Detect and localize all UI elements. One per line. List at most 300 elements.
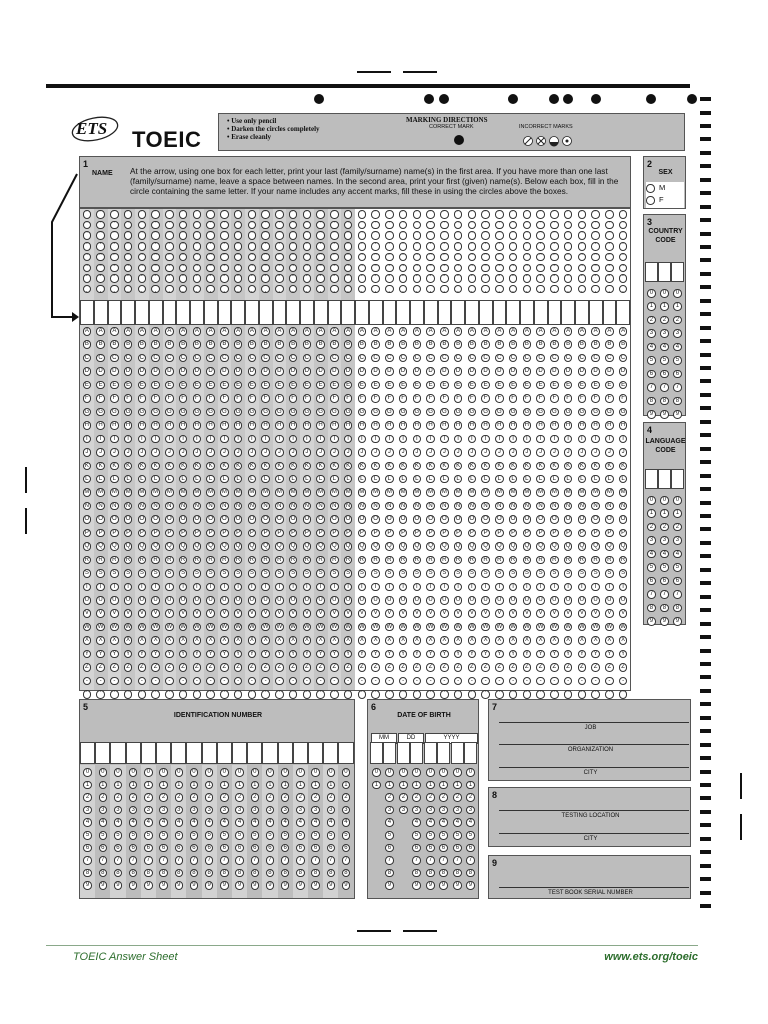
- letter-bubble[interactable]: G: [373, 408, 378, 415]
- letter-bubble[interactable]: B: [330, 340, 339, 349]
- id-digit-bubble[interactable]: 2: [327, 793, 336, 802]
- letter-bubble[interactable]: H: [110, 421, 119, 430]
- letter-bubble[interactable]: P: [303, 529, 312, 538]
- accent-bubble[interactable]: ´: [495, 210, 504, 219]
- letter-bubble[interactable]: C: [413, 354, 422, 363]
- name-letter-box[interactable]: [314, 300, 328, 325]
- letter-bubble[interactable]: Y: [193, 650, 202, 659]
- letter-bubble[interactable]: O: [387, 516, 392, 523]
- letter-bubble[interactable]: L: [344, 475, 353, 484]
- accent-bubble[interactable]: ´: [179, 210, 188, 219]
- letter-bubble[interactable]: J: [234, 448, 243, 457]
- letter-bubble[interactable]: E: [564, 381, 573, 390]
- letter-bubble[interactable]: H: [344, 421, 353, 430]
- accent-bubble[interactable]: ˚: [124, 274, 133, 283]
- letter-bubble[interactable]: R: [316, 556, 325, 565]
- id-digit-bubble[interactable]: 0: [190, 768, 199, 777]
- id-digit-bubble[interactable]: 9: [266, 881, 275, 890]
- letter-bubble[interactable]: K: [509, 462, 518, 471]
- name-letter-box[interactable]: [108, 300, 122, 325]
- letter-bubble[interactable]: G: [497, 408, 502, 415]
- letter-bubble[interactable]: Q: [620, 543, 626, 550]
- id-digit-box[interactable]: [186, 742, 201, 764]
- id-digit-bubble[interactable]: 7: [342, 856, 351, 865]
- letter-bubble[interactable]: K: [138, 462, 147, 471]
- accent-bubble[interactable]: ˆ: [426, 231, 435, 240]
- dob-digit-bubble[interactable]: 9: [412, 881, 421, 890]
- letter-bubble[interactable]: ': [509, 690, 518, 699]
- letter-bubble[interactable]: G: [579, 408, 585, 415]
- letter-bubble[interactable]: K: [578, 462, 587, 471]
- letter-bubble[interactable]: -: [330, 677, 339, 686]
- letter-bubble[interactable]: -: [138, 677, 147, 686]
- letter-bubble[interactable]: A: [413, 327, 422, 336]
- letter-bubble[interactable]: K: [234, 462, 243, 471]
- letter-bubble[interactable]: T: [399, 583, 408, 592]
- accent-bubble[interactable]: ˜: [495, 264, 504, 273]
- id-digit-box[interactable]: [232, 742, 247, 764]
- letter-bubble[interactable]: Q: [469, 543, 475, 550]
- letter-bubble[interactable]: Z: [358, 663, 367, 672]
- letter-bubble[interactable]: A: [151, 327, 160, 336]
- accent-bubble[interactable]: ¸: [481, 285, 490, 294]
- letter-bubble[interactable]: G: [112, 408, 117, 415]
- letter-bubble[interactable]: H: [523, 421, 532, 430]
- id-digit-bubble[interactable]: 9: [342, 881, 351, 890]
- letter-bubble[interactable]: Z: [179, 663, 188, 672]
- name-letter-box[interactable]: [355, 300, 369, 325]
- id-digit-bubble[interactable]: 0: [281, 768, 290, 777]
- letter-bubble[interactable]: -: [220, 677, 229, 686]
- letter-bubble[interactable]: -: [371, 677, 380, 686]
- letter-bubble[interactable]: P: [289, 529, 298, 538]
- letter-bubble[interactable]: I: [385, 435, 394, 444]
- accent-bubble[interactable]: ˆ: [124, 231, 133, 240]
- letter-bubble[interactable]: Q: [607, 543, 612, 550]
- letter-bubble[interactable]: K: [248, 462, 257, 471]
- letter-bubble[interactable]: L: [248, 475, 257, 484]
- letter-bubble[interactable]: S: [344, 569, 353, 578]
- accent-bubble[interactable]: `: [413, 221, 422, 230]
- letter-bubble[interactable]: L: [468, 475, 477, 484]
- letter-bubble[interactable]: F: [138, 394, 147, 403]
- letter-bubble[interactable]: I: [509, 435, 518, 444]
- letter-bubble[interactable]: P: [179, 529, 188, 538]
- name-letter-box[interactable]: [286, 300, 300, 325]
- letter-bubble[interactable]: R: [358, 556, 367, 565]
- letter-bubble[interactable]: Z: [248, 663, 257, 672]
- letter-bubble[interactable]: C: [385, 354, 394, 363]
- letter-bubble[interactable]: U: [564, 596, 573, 605]
- accent-bubble[interactable]: ¸: [138, 285, 147, 294]
- letter-bubble[interactable]: F: [151, 394, 160, 403]
- accent-bubble[interactable]: ¸: [316, 285, 325, 294]
- letter-bubble[interactable]: U: [83, 596, 92, 605]
- letter-bubble[interactable]: X: [316, 636, 325, 645]
- letter-bubble[interactable]: ': [591, 690, 600, 699]
- digit-bubble[interactable]: 1: [673, 509, 682, 518]
- letter-bubble[interactable]: M: [249, 489, 255, 496]
- letter-bubble[interactable]: Y: [344, 650, 353, 659]
- letter-bubble[interactable]: M: [483, 489, 489, 496]
- letter-bubble[interactable]: T: [206, 583, 215, 592]
- letter-bubble[interactable]: N: [234, 502, 243, 511]
- letter-bubble[interactable]: -: [303, 677, 312, 686]
- id-digit-bubble[interactable]: 7: [281, 856, 290, 865]
- id-digit-bubble[interactable]: 7: [159, 856, 168, 865]
- letter-bubble[interactable]: G: [125, 408, 131, 415]
- letter-bubble[interactable]: T: [234, 583, 243, 592]
- letter-bubble[interactable]: G: [593, 408, 598, 415]
- letter-bubble[interactable]: T: [371, 583, 380, 592]
- letter-bubble[interactable]: I: [564, 435, 573, 444]
- letter-bubble[interactable]: B: [578, 340, 587, 349]
- letter-bubble[interactable]: I: [248, 435, 257, 444]
- letter-bubble[interactable]: P: [495, 529, 504, 538]
- job-line[interactable]: [499, 722, 689, 723]
- id-digit-bubble[interactable]: 6: [342, 844, 351, 853]
- letter-bubble[interactable]: K: [371, 462, 380, 471]
- letter-bubble[interactable]: V: [523, 609, 532, 618]
- letter-bubble[interactable]: R: [536, 556, 545, 565]
- letter-bubble[interactable]: L: [509, 475, 518, 484]
- letter-bubble[interactable]: Q: [125, 543, 131, 550]
- letter-bubble[interactable]: U: [426, 596, 435, 605]
- letter-bubble[interactable]: I: [261, 435, 270, 444]
- letter-bubble[interactable]: S: [399, 569, 408, 578]
- letter-bubble[interactable]: F: [261, 394, 270, 403]
- letter-bubble[interactable]: ': [193, 690, 202, 699]
- accent-bubble[interactable]: ˇ: [495, 242, 504, 251]
- letter-bubble[interactable]: M: [180, 489, 186, 496]
- name-letter-box[interactable]: [245, 300, 259, 325]
- letter-bubble[interactable]: G: [442, 408, 447, 415]
- accent-bubble[interactable]: `: [261, 221, 270, 230]
- accent-bubble[interactable]: ˆ: [619, 231, 628, 240]
- letter-bubble[interactable]: A: [96, 327, 105, 336]
- name-letter-box[interactable]: [534, 300, 548, 325]
- letter-bubble[interactable]: P: [344, 529, 353, 538]
- digit-bubble[interactable]: 5: [647, 563, 656, 572]
- code-box[interactable]: [645, 262, 658, 282]
- letter-bubble[interactable]: L: [564, 475, 573, 484]
- letter-bubble[interactable]: Z: [536, 663, 545, 672]
- accent-bubble[interactable]: `: [619, 221, 628, 230]
- dob-digit-bubble[interactable]: 1: [439, 781, 448, 790]
- letter-bubble[interactable]: -: [110, 677, 119, 686]
- letter-bubble[interactable]: E: [426, 381, 435, 390]
- letter-bubble[interactable]: N: [371, 502, 380, 511]
- letter-bubble[interactable]: F: [371, 394, 380, 403]
- letter-bubble[interactable]: N: [344, 502, 353, 511]
- letter-bubble[interactable]: Y: [495, 650, 504, 659]
- letter-bubble[interactable]: A: [468, 327, 477, 336]
- letter-bubble[interactable]: O: [222, 516, 227, 523]
- accent-bubble[interactable]: ˆ: [468, 231, 477, 240]
- dob-digit-bubble[interactable]: 1: [453, 781, 462, 790]
- letter-bubble[interactable]: ': [330, 690, 339, 699]
- accent-bubble[interactable]: ˜: [413, 264, 422, 273]
- letter-bubble[interactable]: B: [495, 340, 504, 349]
- dob-digit-bubble[interactable]: 1: [372, 781, 381, 790]
- letter-bubble[interactable]: J: [261, 448, 270, 457]
- letter-bubble[interactable]: Q: [483, 543, 488, 550]
- letter-bubble[interactable]: U: [124, 596, 133, 605]
- accent-bubble[interactable]: ¸: [96, 285, 105, 294]
- letter-bubble[interactable]: N: [564, 502, 573, 511]
- letter-bubble[interactable]: Q: [304, 543, 310, 550]
- letter-bubble[interactable]: Q: [345, 543, 351, 550]
- digit-bubble[interactable]: 4: [647, 550, 656, 559]
- letter-bubble[interactable]: C: [481, 354, 490, 363]
- letter-bubble[interactable]: Y: [619, 650, 628, 659]
- letter-bubble[interactable]: L: [83, 475, 92, 484]
- dob-digit-bubble[interactable]: 0: [372, 768, 381, 777]
- name-letter-box[interactable]: [300, 300, 314, 325]
- letter-bubble[interactable]: D: [124, 367, 133, 376]
- letter-bubble[interactable]: C: [358, 354, 367, 363]
- digit-bubble[interactable]: 4: [660, 343, 669, 352]
- code-box[interactable]: [671, 469, 684, 489]
- dob-digit-bubble[interactable]: 9: [439, 881, 448, 890]
- letter-bubble[interactable]: M: [620, 489, 626, 496]
- letter-bubble[interactable]: O: [469, 516, 475, 523]
- letter-bubble[interactable]: V: [83, 609, 92, 618]
- accent-bubble[interactable]: ¨: [165, 253, 174, 262]
- letter-bubble[interactable]: E: [371, 381, 380, 390]
- letter-bubble[interactable]: -: [413, 677, 422, 686]
- accent-bubble[interactable]: `: [303, 221, 312, 230]
- dob-digit-bubble[interactable]: 3: [399, 806, 408, 815]
- dob-digit-bubble[interactable]: 6: [453, 844, 462, 853]
- accent-bubble[interactable]: ˜: [426, 264, 435, 273]
- letter-bubble[interactable]: Z: [578, 663, 587, 672]
- id-digit-box[interactable]: [323, 742, 338, 764]
- accent-bubble[interactable]: ¨: [151, 253, 160, 262]
- letter-bubble[interactable]: S: [83, 569, 92, 578]
- letter-bubble[interactable]: U: [399, 596, 408, 605]
- letter-bubble[interactable]: F: [206, 394, 215, 403]
- letter-bubble[interactable]: S: [481, 569, 490, 578]
- accent-bubble[interactable]: ˆ: [440, 231, 449, 240]
- letter-bubble[interactable]: B: [426, 340, 435, 349]
- letter-bubble[interactable]: I: [96, 435, 105, 444]
- letter-bubble[interactable]: G: [222, 408, 227, 415]
- id-digit-box[interactable]: [141, 742, 156, 764]
- letter-bubble[interactable]: B: [110, 340, 119, 349]
- accent-bubble[interactable]: ˆ: [234, 231, 243, 240]
- letter-bubble[interactable]: E: [261, 381, 270, 390]
- letter-bubble[interactable]: V: [591, 609, 600, 618]
- dob-digit-bubble[interactable]: 6: [385, 844, 394, 853]
- letter-bubble[interactable]: E: [234, 381, 243, 390]
- letter-bubble[interactable]: O: [428, 516, 433, 523]
- dob-digit-bubble[interactable]: 7: [426, 856, 435, 865]
- letter-bubble[interactable]: O: [345, 516, 351, 523]
- letter-bubble[interactable]: W: [537, 623, 544, 630]
- id-digit-box[interactable]: [338, 742, 353, 764]
- letter-bubble[interactable]: S: [550, 569, 559, 578]
- letter-bubble[interactable]: E: [275, 381, 284, 390]
- letter-bubble[interactable]: Z: [344, 663, 353, 672]
- letter-bubble[interactable]: N: [426, 502, 435, 511]
- letter-bubble[interactable]: V: [371, 609, 380, 618]
- id-digit-bubble[interactable]: 2: [296, 793, 305, 802]
- letter-bubble[interactable]: E: [193, 381, 202, 390]
- dob-digit-bubble[interactable]: 8: [453, 869, 462, 878]
- letter-bubble[interactable]: T: [275, 583, 284, 592]
- letter-bubble[interactable]: -: [536, 677, 545, 686]
- accent-bubble[interactable]: ¸: [591, 285, 600, 294]
- letter-bubble[interactable]: N: [179, 502, 188, 511]
- letter-bubble[interactable]: E: [179, 381, 188, 390]
- letter-bubble[interactable]: ': [165, 690, 174, 699]
- name-letter-box[interactable]: [383, 300, 397, 325]
- letter-bubble[interactable]: V: [358, 609, 367, 618]
- id-digit-bubble[interactable]: 6: [296, 844, 305, 853]
- letter-bubble[interactable]: F: [578, 394, 587, 403]
- letter-bubble[interactable]: R: [275, 556, 284, 565]
- letter-bubble[interactable]: W: [386, 623, 393, 630]
- letter-bubble[interactable]: D: [371, 367, 380, 376]
- letter-bubble[interactable]: V: [96, 609, 105, 618]
- accent-bubble[interactable]: ¨: [248, 253, 257, 262]
- accent-bubble[interactable]: ˜: [523, 264, 532, 273]
- dob-digit-bubble[interactable]: 2: [412, 793, 421, 802]
- letter-bubble[interactable]: I: [605, 435, 614, 444]
- letter-bubble[interactable]: W: [592, 623, 599, 630]
- accent-bubble[interactable]: ˆ: [275, 231, 284, 240]
- id-digit-bubble[interactable]: 4: [190, 818, 199, 827]
- accent-bubble[interactable]: ˆ: [358, 231, 367, 240]
- letter-bubble[interactable]: Y: [536, 650, 545, 659]
- letter-bubble[interactable]: V: [550, 609, 559, 618]
- letter-bubble[interactable]: L: [124, 475, 133, 484]
- letter-bubble[interactable]: W: [414, 623, 420, 630]
- dob-digit-box[interactable]: [383, 742, 396, 764]
- letter-bubble[interactable]: Y: [605, 650, 614, 659]
- letter-bubble[interactable]: X: [234, 636, 243, 645]
- letter-bubble[interactable]: I: [110, 435, 119, 444]
- letter-bubble[interactable]: D: [344, 367, 353, 376]
- letter-bubble[interactable]: B: [289, 340, 298, 349]
- letter-bubble[interactable]: D: [248, 367, 257, 376]
- letter-bubble[interactable]: -: [96, 677, 105, 686]
- letter-bubble[interactable]: T: [96, 583, 105, 592]
- id-digit-bubble[interactable]: 4: [235, 818, 244, 827]
- digit-bubble[interactable]: 2: [673, 523, 682, 532]
- letter-bubble[interactable]: -: [605, 677, 614, 686]
- letter-bubble[interactable]: P: [358, 529, 367, 538]
- letter-bubble[interactable]: I: [234, 435, 243, 444]
- id-digit-bubble[interactable]: 0: [296, 768, 305, 777]
- letter-bubble[interactable]: A: [179, 327, 188, 336]
- letter-bubble[interactable]: M: [221, 489, 227, 496]
- letter-bubble[interactable]: B: [413, 340, 422, 349]
- accent-bubble[interactable]: ¨: [124, 253, 133, 262]
- letter-bubble[interactable]: K: [110, 462, 119, 471]
- letter-bubble[interactable]: D: [536, 367, 545, 376]
- letter-bubble[interactable]: X: [289, 636, 298, 645]
- letter-bubble[interactable]: P: [206, 529, 215, 538]
- id-digit-bubble[interactable]: 7: [205, 856, 214, 865]
- letter-bubble[interactable]: R: [619, 556, 628, 565]
- letter-bubble[interactable]: O: [112, 516, 117, 523]
- letter-bubble[interactable]: E: [220, 381, 229, 390]
- letter-bubble[interactable]: V: [206, 609, 215, 618]
- letter-bubble[interactable]: D: [220, 367, 229, 376]
- letter-bubble[interactable]: B: [468, 340, 477, 349]
- letter-bubble[interactable]: P: [536, 529, 545, 538]
- letter-bubble[interactable]: C: [124, 354, 133, 363]
- id-digit-bubble[interactable]: 7: [190, 856, 199, 865]
- letter-bubble[interactable]: B: [206, 340, 215, 349]
- dob-digit-bubble[interactable]: 4: [385, 818, 394, 827]
- letter-bubble[interactable]: ': [399, 690, 408, 699]
- accent-bubble[interactable]: ´: [110, 210, 119, 219]
- letter-bubble[interactable]: D: [481, 367, 490, 376]
- letter-bubble[interactable]: -: [344, 677, 353, 686]
- id-digit-bubble[interactable]: 1: [235, 781, 244, 790]
- letter-bubble[interactable]: Z: [426, 663, 435, 672]
- letter-bubble[interactable]: Y: [591, 650, 600, 659]
- letter-bubble[interactable]: C: [316, 354, 325, 363]
- accent-bubble[interactable]: ˇ: [110, 242, 119, 251]
- letter-bubble[interactable]: T: [426, 583, 435, 592]
- id-digit-bubble[interactable]: 7: [311, 856, 320, 865]
- letter-bubble[interactable]: H: [138, 421, 147, 430]
- dob-digit-bubble[interactable]: 1: [466, 781, 475, 790]
- letter-bubble[interactable]: A: [110, 327, 119, 336]
- accent-bubble[interactable]: `: [138, 221, 147, 230]
- letter-bubble[interactable]: K: [536, 462, 545, 471]
- accent-bubble[interactable]: ¨: [179, 253, 188, 262]
- dob-digit-bubble[interactable]: 2: [466, 793, 475, 802]
- letter-bubble[interactable]: G: [565, 408, 571, 415]
- accent-bubble[interactable]: `: [358, 221, 367, 230]
- serial-line[interactable]: [499, 887, 689, 888]
- letter-bubble[interactable]: G: [318, 408, 323, 415]
- digit-bubble[interactable]: 7: [647, 383, 656, 392]
- letter-bubble[interactable]: H: [220, 421, 229, 430]
- letter-bubble[interactable]: F: [385, 394, 394, 403]
- letter-bubble[interactable]: W: [606, 623, 613, 630]
- digit-bubble[interactable]: 7: [647, 590, 656, 599]
- accent-bubble[interactable]: ¨: [206, 253, 215, 262]
- accent-bubble[interactable]: ˆ: [454, 231, 463, 240]
- letter-bubble[interactable]: N: [523, 502, 532, 511]
- accent-bubble[interactable]: ˆ: [96, 231, 105, 240]
- id-digit-bubble[interactable]: 0: [205, 768, 214, 777]
- letter-bubble[interactable]: E: [344, 381, 353, 390]
- letter-bubble[interactable]: S: [303, 569, 312, 578]
- letter-bubble[interactable]: E: [523, 381, 532, 390]
- dob-digit-bubble[interactable]: 3: [412, 806, 421, 815]
- letter-bubble[interactable]: O: [442, 516, 447, 523]
- letter-bubble[interactable]: L: [275, 475, 284, 484]
- letter-bubble[interactable]: O: [332, 516, 337, 523]
- letter-bubble[interactable]: D: [179, 367, 188, 376]
- letter-bubble[interactable]: U: [523, 596, 532, 605]
- letter-bubble[interactable]: V: [413, 609, 422, 618]
- accent-bubble[interactable]: ´: [413, 210, 422, 219]
- letter-bubble[interactable]: H: [413, 421, 422, 430]
- letter-bubble[interactable]: W: [565, 623, 571, 630]
- letter-bubble[interactable]: P: [165, 529, 174, 538]
- letter-bubble[interactable]: T: [248, 583, 257, 592]
- letter-bubble[interactable]: D: [138, 367, 147, 376]
- letter-bubble[interactable]: F: [399, 394, 408, 403]
